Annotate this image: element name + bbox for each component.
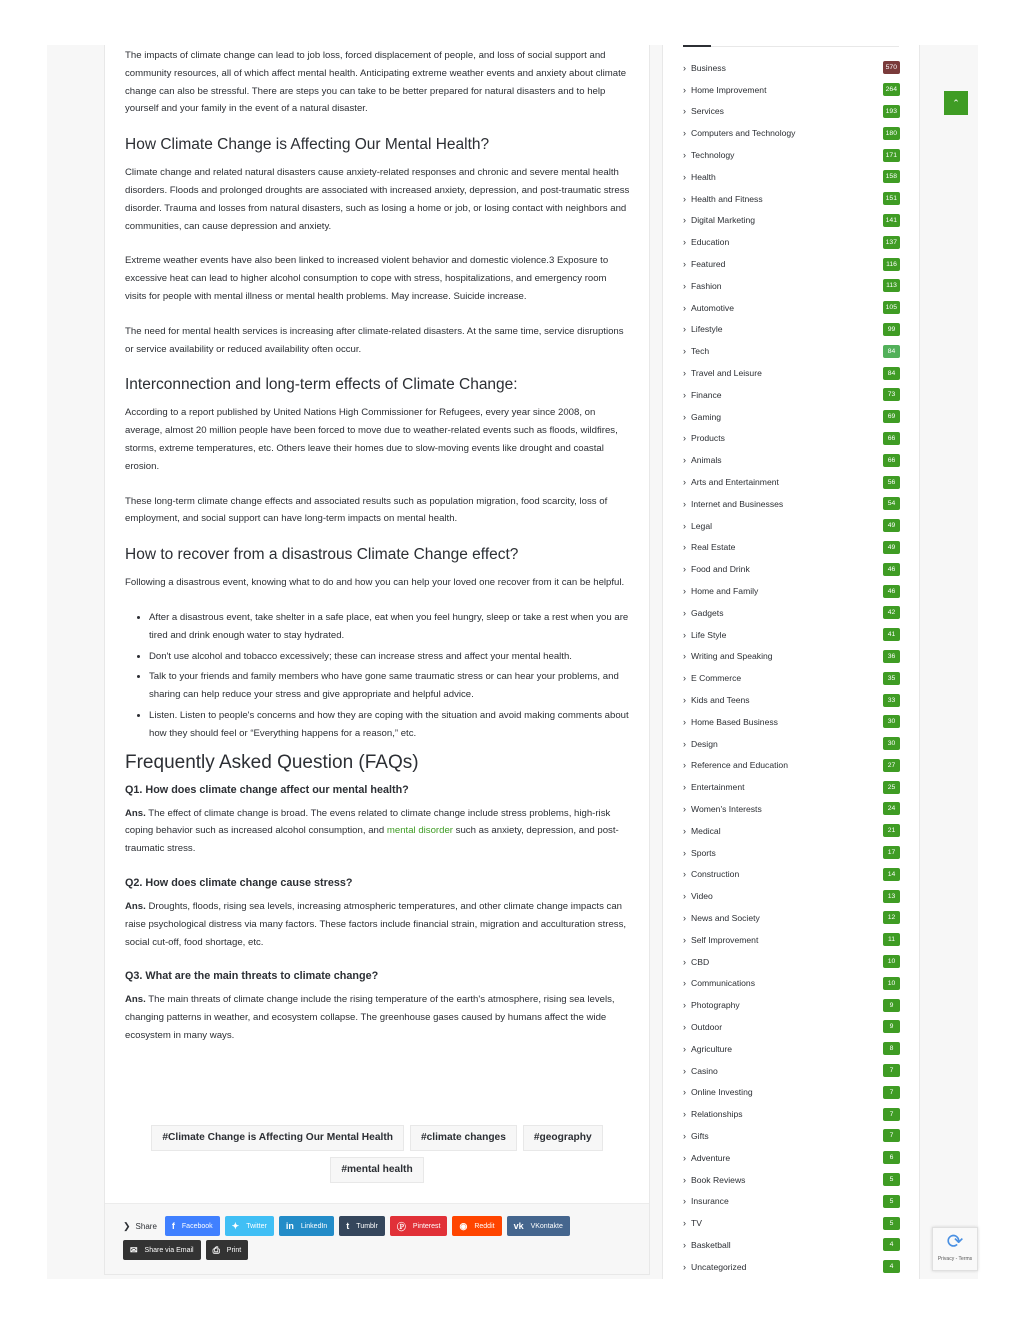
chevron-right-icon: › xyxy=(683,302,686,313)
category-count-badge: 10 xyxy=(883,977,900,990)
chevron-up-icon: ⌃ xyxy=(952,98,960,108)
share-row-2 xyxy=(123,1240,253,1260)
tumblr-icon: t xyxy=(346,1221,350,1231)
category-item[interactable] xyxy=(683,449,900,471)
category-name[interactable]: Outdoor xyxy=(691,1021,723,1032)
chevron-right-icon: › xyxy=(683,847,686,858)
share-icon: ❯ xyxy=(123,1220,131,1231)
category-name[interactable]: Products xyxy=(691,433,725,444)
list-item: • Don't use alcohol and tobacco excessively; these can increase stress and affect your mental health. xyxy=(149,648,630,666)
category-count-badge: 14 xyxy=(883,868,900,881)
linkedin-icon: in xyxy=(285,1221,294,1231)
chevron-right-icon: › xyxy=(683,695,686,705)
paragraph: These long-term climate change effects and associated results such as population migration, food scarcity, loss of employment, and social support can have long-term impacts on mental health. xyxy=(125,495,608,525)
category-item[interactable] xyxy=(683,297,900,319)
category-name[interactable]: Digital Marketing xyxy=(691,215,755,226)
category-item[interactable] xyxy=(683,1169,900,1191)
category-count-badge: 36 xyxy=(883,650,900,663)
category-count-badge: 11 xyxy=(883,933,900,946)
category-item[interactable] xyxy=(683,471,900,493)
paragraph: The impacts of climate change can lead to job loss, forced displacement of people, and loss of social support and community resources, all of which affect mental health. Anticipating extreme weather events and anxiety about climate change can also be stressful. There are steps you can take to be better prepared for natural disasters and to help yourself and your family in the event of a natural disaster. xyxy=(125,50,627,115)
category-name[interactable]: Online Investing xyxy=(691,1087,753,1098)
chevron-right-icon: › xyxy=(683,455,686,466)
category-name[interactable]: Travel and Leisure xyxy=(691,368,762,379)
category-item[interactable] xyxy=(683,1256,900,1278)
paragraph: The need for mental health services is increasing after climate-related disasters. At the same time, service disruptions or service availability or reduced availability often occur. xyxy=(125,325,624,355)
chevron-right-icon: › xyxy=(683,128,686,139)
category-count-badge: 9 xyxy=(883,1020,900,1033)
category-name[interactable]: Gifts xyxy=(691,1130,709,1141)
category-count-badge: 46 xyxy=(883,563,900,576)
category-name[interactable]: Education xyxy=(691,237,730,248)
category-item[interactable] xyxy=(683,144,900,166)
category-name[interactable]: Kids and Teens xyxy=(691,695,750,705)
chevron-right-icon: › xyxy=(683,433,686,444)
category-item[interactable] xyxy=(683,275,900,297)
answer-text: The effect of climate change is broad. The evens related to climate change include stress problems, high-risk coping behavior such as increased alcohol consumption, and xyxy=(125,807,611,837)
category-count-badge: 25 xyxy=(883,781,900,794)
category-item[interactable] xyxy=(683,951,900,973)
tag-link[interactable]: #climate changes xyxy=(410,1125,517,1151)
chevron-right-icon: › xyxy=(683,825,686,836)
chevron-right-icon: › xyxy=(683,586,686,597)
category-name[interactable]: News and Society xyxy=(691,912,760,923)
chevron-right-icon: › xyxy=(683,607,686,618)
tag-link[interactable]: #Climate Change is Affecting Our Mental Health xyxy=(151,1125,404,1151)
reddit-share-button[interactable]: ◉ Reddit xyxy=(452,1216,501,1236)
category-item[interactable] xyxy=(683,1234,900,1256)
pinterest-icon: Ⓟ xyxy=(396,1221,406,1232)
chevron-right-icon: › xyxy=(683,912,686,923)
category-name[interactable]: Insurance xyxy=(691,1196,729,1207)
category-item[interactable] xyxy=(683,1212,900,1234)
category-item[interactable] xyxy=(683,188,900,210)
category-name[interactable]: Design xyxy=(691,738,718,749)
paragraph: Climate change and related natural disasters cause anxiety-related responses and chronic and severe mental health disorders. Floods and prolonged droughts are associated with increased anxiety, depression, and post-traumatic stress disorder. Trauma and losses from natural disasters, such as losing a home or job, or losing contact with neighbors and communities, can cause depression and anxiety. xyxy=(125,167,630,232)
category-name[interactable]: Gaming xyxy=(691,411,722,422)
faq-answer xyxy=(125,898,630,951)
category-name[interactable]: Sports xyxy=(691,847,716,858)
category-name[interactable]: Agriculture xyxy=(691,1043,733,1054)
vk-icon: vk xyxy=(513,1221,524,1231)
category-name[interactable]: Reference and Education xyxy=(691,760,788,771)
paragraph: Following a disastrous event, knowing what to do and how you can help your loved one recover from it can be helpful. xyxy=(125,577,625,589)
category-item[interactable] xyxy=(683,1190,900,1212)
category-count-badge: 7 xyxy=(883,1064,900,1077)
category-count-badge: 84 xyxy=(883,367,900,380)
category-count-badge: 7 xyxy=(883,1108,900,1121)
category-name[interactable]: Internet and Businesses xyxy=(691,498,784,509)
category-item[interactable] xyxy=(683,820,900,842)
category-count-badge: 4 xyxy=(883,1238,900,1251)
category-name[interactable]: Adventure xyxy=(691,1152,731,1163)
category-name[interactable]: Animals xyxy=(691,455,722,466)
chevron-right-icon: › xyxy=(683,259,686,270)
category-count-badge: 116 xyxy=(883,258,900,271)
category-item[interactable] xyxy=(683,166,900,188)
category-count-badge: 84 xyxy=(883,345,900,358)
tag-link[interactable]: #mental health xyxy=(330,1157,423,1183)
category-name[interactable]: Book Reviews xyxy=(691,1174,746,1185)
recaptcha-links[interactable]: Privacy - Terms xyxy=(937,1256,973,1262)
category-count-badge: 7 xyxy=(883,1086,900,1099)
facebook-share-button[interactable]: f Facebook xyxy=(165,1216,220,1236)
category-name[interactable]: Arts and Entertainment xyxy=(691,477,779,488)
chevron-right-icon: › xyxy=(683,171,686,182)
chevron-right-icon: › xyxy=(683,891,686,902)
chevron-right-icon: › xyxy=(683,368,686,379)
faq-question: Q1. How does climate change affect our mental health? xyxy=(125,783,409,796)
section-heading: How to recover from a disastrous Climate Change effect? xyxy=(125,546,519,564)
category-item[interactable] xyxy=(683,122,900,144)
category-item[interactable] xyxy=(683,1038,900,1060)
category-name[interactable]: Automotive xyxy=(691,302,734,313)
category-name[interactable]: Uncategorized xyxy=(691,1261,747,1272)
email-share-button[interactable]: ✉ Share via Email xyxy=(123,1240,201,1260)
category-count-badge: 35 xyxy=(883,672,900,685)
categories-list xyxy=(683,57,900,1278)
facebook-icon: f xyxy=(171,1221,175,1231)
list-item: • After a disastrous event, take shelter in a safe place, eat when you feel hungry, sleep or take a rest when you are tired and drink enough water to stay hydrated. xyxy=(149,609,630,645)
paragraph: According to a report published by United Nations High Commissioner for Refugees, every year since 2008, on average, almost 20 million people have been forced to move due to weather-related events such as floods, wildfires, storms, extreme temperatures, etc. Others leave their homes due to slow-moving events like drought and coastal erosion. xyxy=(125,407,618,472)
category-item[interactable] xyxy=(683,733,900,755)
category-name[interactable]: Computers and Technology xyxy=(691,128,796,139)
category-name[interactable]: Gadgets xyxy=(691,607,724,618)
category-count-badge: 158 xyxy=(883,170,900,183)
mental-disorder-link[interactable]: mental disorder xyxy=(386,825,453,837)
chevron-right-icon: › xyxy=(683,411,686,422)
category-item[interactable] xyxy=(683,972,900,994)
category-count-badge: 24 xyxy=(883,802,900,815)
chevron-right-icon: › xyxy=(683,738,686,749)
category-count-badge: 12 xyxy=(883,911,900,924)
answer-label: Ans. xyxy=(125,807,146,819)
chevron-right-icon: › xyxy=(683,1261,686,1272)
category-item[interactable] xyxy=(683,1125,900,1147)
category-item[interactable] xyxy=(683,1081,900,1103)
chevron-right-icon: › xyxy=(683,193,686,204)
category-count-badge: 54 xyxy=(883,497,900,510)
chevron-right-icon: › xyxy=(683,760,686,771)
envelope-icon: ✉ xyxy=(130,1244,138,1255)
category-name[interactable]: E Commerce xyxy=(691,673,742,684)
chevron-right-icon: › xyxy=(683,62,686,73)
chevron-right-icon: › xyxy=(683,629,686,640)
answer-text: Droughts, floods, rising sea levels, increasing atmospheric temperatures, and other climate change impacts can raise psychological distress via many factors. These factors include financial strain, migration and acculturation stress, social cut-off, food shortage, etc. xyxy=(125,900,627,948)
category-name[interactable]: Finance xyxy=(691,389,722,400)
category-item[interactable] xyxy=(683,253,900,275)
chevron-right-icon: › xyxy=(683,564,686,575)
chevron-right-icon: › xyxy=(683,237,686,248)
category-item[interactable] xyxy=(683,689,900,711)
category-item[interactable] xyxy=(683,1147,900,1169)
category-count-badge: 180 xyxy=(883,127,900,140)
category-count-badge: 30 xyxy=(883,715,900,728)
list-item: • Listen. Listen to people's concerns and how they are coping with the situation and avoid making comments about how they should feel or “Everything happens for a reason,” etc. xyxy=(149,707,630,743)
tag-link[interactable]: #geography xyxy=(523,1125,603,1151)
chevron-right-icon: › xyxy=(683,782,686,793)
chevron-right-icon: › xyxy=(683,1021,686,1032)
category-item[interactable] xyxy=(683,79,900,101)
category-count-badge: 42 xyxy=(883,606,900,619)
list-item: • Talk to your friends and family members who have gone same traumatic stress or can hear your problems, and sharing can help reduce your stress and give appropriate and helpful advice. xyxy=(149,668,630,704)
category-item[interactable] xyxy=(683,493,900,515)
chevron-right-icon: › xyxy=(683,215,686,226)
category-name[interactable]: TV xyxy=(691,1218,702,1229)
share-label: ❯ Share xyxy=(123,1220,157,1231)
category-count-badge: 7 xyxy=(883,1129,900,1142)
category-name[interactable]: Communications xyxy=(691,978,755,989)
category-count-badge: 49 xyxy=(883,519,900,532)
category-item[interactable] xyxy=(683,580,900,602)
chevron-right-icon: › xyxy=(683,106,686,117)
category-count-badge: 151 xyxy=(883,192,900,205)
category-item[interactable] xyxy=(683,210,900,232)
twitter-icon: ✦ xyxy=(231,1220,240,1231)
category-name[interactable]: Food and Drink xyxy=(691,564,750,575)
paragraph: Extreme weather events have also been linked to increased violent behavior and domestic violence.3 Exposure to excessive heat can lead to higher alcohol consumption to cope with stress, hospitalizations, and emergency room visits for people with mental illness or mental health problems. May increase. Suicide increase. xyxy=(125,255,609,302)
linkedin-share-button[interactable]: in LinkedIn xyxy=(279,1216,334,1236)
category-item[interactable] xyxy=(683,319,900,341)
category-count-badge: 5 xyxy=(883,1217,900,1230)
category-item[interactable] xyxy=(683,101,900,123)
category-item[interactable] xyxy=(683,776,900,798)
chevron-right-icon: › xyxy=(683,1239,686,1250)
category-item[interactable] xyxy=(683,885,900,907)
category-name[interactable]: Legal xyxy=(691,520,713,531)
category-item[interactable] xyxy=(683,863,900,885)
category-count-badge: 141 xyxy=(883,214,900,227)
chevron-right-icon: › xyxy=(683,520,686,531)
chevron-right-icon: › xyxy=(683,346,686,357)
category-name[interactable]: Health xyxy=(691,171,716,182)
category-name[interactable]: CBD xyxy=(691,956,710,967)
category-count-badge: 10 xyxy=(883,955,900,968)
category-item[interactable] xyxy=(683,515,900,537)
chevron-right-icon: › xyxy=(683,1087,686,1098)
category-item[interactable] xyxy=(683,755,900,777)
answer-text: The main threats of climate change include the rising temperature of the earth's atmosphere, rising sea levels, changing patterns in weather, and ecosystem collapse. The greenhouse gases caused by humans affect the wide ecosystem in many ways. xyxy=(125,994,615,1041)
chevron-right-icon: › xyxy=(683,956,686,967)
category-item[interactable] xyxy=(683,428,900,450)
faq-question: Q3. What are the main threats to climate change? xyxy=(125,970,379,983)
category-item[interactable] xyxy=(683,667,900,689)
category-item[interactable] xyxy=(683,340,900,362)
faq-answer xyxy=(125,805,630,858)
category-count-badge: 6 xyxy=(883,1151,900,1164)
chevron-right-icon: › xyxy=(683,978,686,989)
category-count-badge: 4 xyxy=(883,1260,900,1273)
category-item[interactable] xyxy=(683,1060,900,1082)
twitter-share-button[interactable]: ✦ Twitter xyxy=(225,1216,274,1236)
back-to-top-button[interactable] xyxy=(944,91,968,115)
category-item[interactable] xyxy=(683,57,900,79)
category-item[interactable] xyxy=(683,842,900,864)
category-item[interactable] xyxy=(683,558,900,580)
reddit-icon: ◉ xyxy=(459,1220,468,1231)
category-count-badge: 105 xyxy=(883,301,900,314)
category-count-badge: 570 xyxy=(883,61,900,74)
category-name[interactable]: Construction xyxy=(691,869,740,880)
category-name[interactable]: Featured xyxy=(691,259,726,270)
category-count-badge: 9 xyxy=(883,999,900,1012)
chevron-right-icon: › xyxy=(683,716,686,727)
category-name[interactable]: Basketball xyxy=(691,1239,731,1250)
category-name[interactable]: Tech xyxy=(691,346,710,357)
category-item[interactable] xyxy=(683,624,900,646)
chevron-right-icon: › xyxy=(683,1043,686,1054)
tumblr-share-button[interactable]: t Tumblr xyxy=(339,1216,385,1236)
category-name[interactable]: Writing and Speaking xyxy=(691,651,773,662)
answer-text: such as anxiety, depression, and post-traumatic stress. xyxy=(125,825,619,855)
chevron-right-icon: › xyxy=(683,1130,686,1141)
recaptcha-badge[interactable] xyxy=(932,1227,978,1271)
category-item[interactable] xyxy=(683,711,900,733)
answer-label: Ans. xyxy=(125,994,146,1006)
chevron-right-icon: › xyxy=(683,673,686,684)
category-count-badge: 46 xyxy=(883,585,900,598)
chevron-right-icon: › xyxy=(683,84,686,95)
printer-icon: ⎙ xyxy=(212,1244,220,1255)
category-name[interactable]: Real Estate xyxy=(691,542,736,553)
category-item[interactable] xyxy=(683,1016,900,1038)
category-count-badge: 66 xyxy=(883,454,900,467)
chevron-right-icon: › xyxy=(683,1196,686,1207)
share-row-1 xyxy=(123,1216,575,1236)
widget-title-divider xyxy=(683,46,899,47)
chevron-right-icon: › xyxy=(683,1065,686,1076)
chevron-right-icon: › xyxy=(683,1000,686,1011)
category-item[interactable] xyxy=(683,537,900,559)
answer-label: Ans. xyxy=(125,900,146,912)
share-bar xyxy=(105,1203,649,1274)
category-count-badge: 5 xyxy=(883,1173,900,1186)
article-content xyxy=(125,47,630,1062)
category-item[interactable] xyxy=(683,406,900,428)
chevron-right-icon: › xyxy=(683,1152,686,1163)
category-count-badge: 30 xyxy=(883,737,900,750)
category-item[interactable] xyxy=(683,1103,900,1125)
chevron-right-icon: › xyxy=(683,389,686,400)
category-count-badge: 137 xyxy=(883,236,900,249)
chevron-right-icon: › xyxy=(683,542,686,553)
category-name[interactable]: Video xyxy=(691,891,713,902)
faq-answer xyxy=(125,991,630,1044)
chevron-right-icon: › xyxy=(683,280,686,291)
category-item[interactable] xyxy=(683,907,900,929)
category-count-badge: 66 xyxy=(883,432,900,445)
category-name[interactable]: Photography xyxy=(691,1000,740,1011)
category-count-badge: 27 xyxy=(883,759,900,772)
pinterest-share-button[interactable]: Ⓟ Pinterest xyxy=(390,1216,448,1236)
category-count-badge: 264 xyxy=(883,83,900,96)
category-name[interactable]: Home and Family xyxy=(691,586,759,597)
category-count-badge: 49 xyxy=(883,541,900,554)
category-name[interactable]: Technology xyxy=(691,150,735,161)
chevron-right-icon: › xyxy=(683,498,686,509)
category-name[interactable]: Life Style xyxy=(691,629,727,640)
category-item[interactable] xyxy=(683,798,900,820)
category-count-badge: 21 xyxy=(883,824,900,837)
section-heading: How Climate Change is Affecting Our Mental Health? xyxy=(125,136,490,154)
category-item[interactable] xyxy=(683,231,900,253)
recovery-list xyxy=(149,609,630,743)
category-name[interactable]: Business xyxy=(691,62,726,73)
chevron-right-icon: › xyxy=(683,1218,686,1229)
category-name[interactable]: Health and Fitness xyxy=(691,193,763,204)
chevron-right-icon: › xyxy=(683,150,686,161)
category-count-badge: 17 xyxy=(883,846,900,859)
category-count-badge: 113 xyxy=(883,279,900,292)
category-count-badge: 56 xyxy=(883,476,900,489)
category-name[interactable]: Services xyxy=(691,106,724,117)
chevron-right-icon: › xyxy=(683,324,686,335)
print-button[interactable]: ⎙ Print xyxy=(206,1240,249,1260)
chevron-right-icon: › xyxy=(683,803,686,814)
faq-heading: Frequently Asked Question (FAQs) xyxy=(125,751,419,773)
category-count-badge: 73 xyxy=(883,388,900,401)
category-name[interactable]: Women's Interests xyxy=(691,803,762,814)
category-name[interactable]: Medical xyxy=(691,825,721,836)
category-count-badge: 5 xyxy=(883,1195,900,1208)
chevron-right-icon: › xyxy=(683,1174,686,1185)
category-item[interactable] xyxy=(683,384,900,406)
category-name[interactable]: Relationships xyxy=(691,1109,743,1120)
section-heading: Interconnection and long-term effects of Climate Change: xyxy=(125,376,518,394)
chevron-right-icon: › xyxy=(683,651,686,662)
chevron-right-icon: › xyxy=(683,1109,686,1120)
category-count-badge: 69 xyxy=(883,410,900,423)
chevron-right-icon: › xyxy=(683,869,686,880)
category-name[interactable]: Home Based Business xyxy=(691,716,778,727)
category-name[interactable]: Entertainment xyxy=(691,782,745,793)
category-count-badge: 33 xyxy=(883,694,900,707)
category-count-badge: 99 xyxy=(883,323,900,336)
category-item[interactable] xyxy=(683,362,900,384)
category-name[interactable]: Self Improvement xyxy=(691,934,759,945)
category-count-badge: 193 xyxy=(883,105,900,118)
recaptcha-icon: ⟳ xyxy=(946,1231,964,1253)
category-name[interactable]: Lifestyle xyxy=(691,324,723,335)
category-count-badge: 171 xyxy=(883,149,900,162)
category-count-badge: 8 xyxy=(883,1042,900,1055)
faq-question: Q2. How does climate change cause stress? xyxy=(125,876,353,889)
chevron-right-icon: › xyxy=(683,477,686,488)
category-count-badge: 13 xyxy=(883,890,900,903)
category-count-badge: 41 xyxy=(883,628,900,641)
category-item[interactable] xyxy=(683,994,900,1016)
category-item[interactable] xyxy=(683,929,900,951)
category-name[interactable]: Home Improvement xyxy=(691,84,767,95)
chevron-right-icon: › xyxy=(683,934,686,945)
vk-share-button[interactable]: vk VKontakte xyxy=(507,1216,570,1236)
post-tags xyxy=(104,1125,650,1189)
category-item[interactable] xyxy=(683,602,900,624)
category-name[interactable]: Casino xyxy=(691,1065,718,1076)
category-item[interactable] xyxy=(683,646,900,668)
category-name[interactable]: Fashion xyxy=(691,280,722,291)
